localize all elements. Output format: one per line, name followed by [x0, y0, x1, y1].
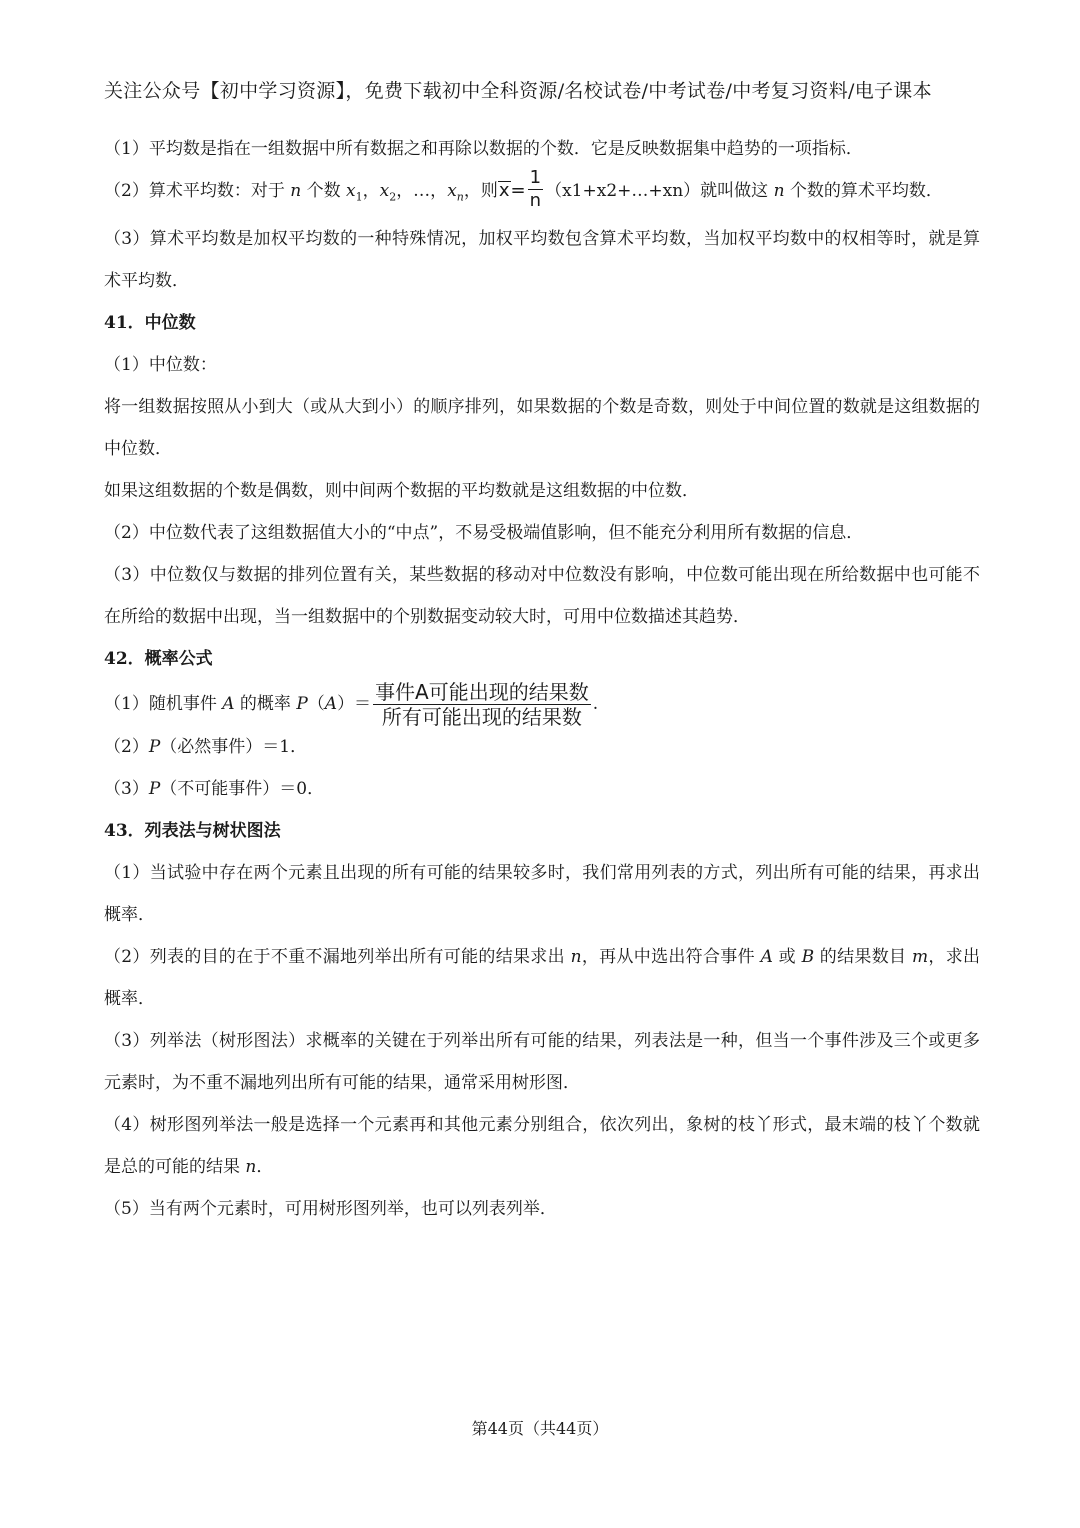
- median-point-2: （2）中位数代表了这组数据值大小的“中点”，不易受极端值影响，但不能充分利用所有数据的信息．: [104, 523, 864, 544]
- var-A: A: [324, 694, 338, 715]
- median-definition-even: 如果这组数据的个数是偶数，则中间两个数据的平均数就是这组数据的中位数．: [104, 481, 699, 502]
- text-run: ，…，: [396, 181, 448, 201]
- var-x1: x: [346, 181, 356, 201]
- x-bar-symbol: x: [498, 180, 510, 201]
- text-run: ，: [362, 181, 380, 201]
- tree-point-3: （3）列举法（树形图法）求概率的关键在于列举出所有可能的结果，列表法是一种，但当一个事件涉及三个或更多元素时，为不重不漏地列出所有可能的结果，通常采用树形图．: [104, 1031, 980, 1094]
- var-n: n: [290, 181, 302, 201]
- text-run: （2）列表的目的在于不重不漏地列举出所有可能的结果求出: [104, 947, 571, 968]
- text-run: （2）: [104, 737, 149, 758]
- var-m: m: [912, 947, 929, 968]
- tree-point-1: （1）当试验中存在两个元素且出现的所有可能的结果较多时，我们常用列表的方式，列出所有可能的结果，再求出概率．: [104, 863, 980, 926]
- var-B: B: [801, 947, 815, 968]
- text-run: （2）算术平均数：对于: [104, 181, 291, 201]
- tree-point-5: （5）当有两个元素时，可用树形图列举，也可以列表列举．: [104, 1199, 557, 1220]
- prob-point-1: [104, 676, 980, 732]
- section-title-median: 41．中位数: [104, 313, 196, 334]
- avg-point-3: （3）算术平均数是加权平均数的一种特殊情况，加权平均数包含算术平均数，当加权平均数中的权相等时，就是算术平均数．: [104, 229, 980, 292]
- one-over-n-fraction: [528, 169, 543, 210]
- var-xn: x: [447, 181, 457, 201]
- var-P: P: [148, 737, 161, 758]
- var-x2: x: [379, 181, 390, 201]
- text-run: ，再从中选出符合事件: [581, 947, 761, 968]
- var-P: P: [296, 694, 308, 715]
- text-run: 个数的算术平均数．: [784, 181, 943, 201]
- text-run: ，则: [463, 181, 498, 201]
- text-run: 个数: [301, 181, 346, 201]
- page-footer: 第44页（共44页）: [471, 1419, 609, 1438]
- text-run: （x1+x2+…+xn）就叫做这: [545, 181, 774, 201]
- text-run: （4）树形图列举法一般是选择一个元素再和其他元素分别组合，依次列出，象树的枝丫形式，最末端的枝丫个数就是总的可能的结果: [104, 1115, 980, 1178]
- text-run: （不可能事件）＝0．: [160, 779, 325, 800]
- tree-point-4: [104, 1104, 980, 1188]
- fraction-numerator: 1: [529, 167, 542, 188]
- text-run: ）＝: [337, 694, 372, 715]
- text-run: （1）随机事件: [104, 694, 223, 715]
- fraction-denominator: 所有可能出现的结果数: [381, 705, 582, 730]
- prob-point-3: [104, 768, 980, 810]
- text-run: 的结果数目: [814, 947, 912, 968]
- text-run: 的概率: [234, 694, 297, 715]
- page-header: 关注公众号【初中学习资源】，免费下载初中全科资源/名校试卷/中考试卷/中考复习资料/电子课本: [104, 80, 932, 102]
- sub-n: n: [456, 190, 464, 204]
- text-run: （3）: [104, 779, 149, 800]
- text-run: .: [592, 694, 599, 715]
- text-run: ．: [256, 1157, 274, 1178]
- text-run: ，求出概率．: [104, 947, 981, 1010]
- text-run: （: [307, 694, 325, 715]
- section-title-probability: 42．概率公式: [104, 649, 213, 670]
- prob-point-2: [104, 726, 980, 768]
- var-A: A: [760, 947, 773, 968]
- page-content: [104, 128, 980, 1230]
- sub-2: 2: [389, 190, 397, 204]
- median-point-3: （3）中位数仅与数据的排列位置有关，某些数据的移动对中位数没有影响，中位数可能出现在所给数据中也可能不在所给的数据中出现，当一组数据中的个别数据变动较大时，可用中位数描述其趋势．: [104, 565, 980, 628]
- fraction-numerator: 事件A可能出现的结果数: [375, 680, 589, 705]
- var-n: n: [773, 181, 785, 201]
- probability-fraction: [373, 680, 591, 730]
- avg-point-2: [104, 167, 980, 218]
- var-P: P: [148, 779, 161, 800]
- tree-point-2: [104, 936, 980, 1020]
- avg-point-1: （1）平均数是指在一组数据中所有数据之和再除以数据的个数．它是反映数据集中趋势的一项指标．: [104, 139, 863, 159]
- text-run: （必然事件）＝1．: [160, 737, 308, 758]
- sub-1: 1: [355, 190, 363, 204]
- text-run: 或: [772, 947, 802, 968]
- var-A: A: [222, 694, 235, 715]
- var-n: n: [245, 1157, 257, 1178]
- median-definition-odd: 将一组数据按照从小到大（或从大到小）的顺序排列，如果数据的个数是奇数，则处于中间位置的数就是这组数据的中位数．: [104, 397, 980, 460]
- var-n: n: [570, 947, 582, 968]
- equals-sign: =: [510, 180, 526, 201]
- section-title-tree-diagram: 43．列表法与树状图法: [104, 821, 281, 842]
- median-point-1: （1）中位数：: [104, 355, 217, 376]
- fraction-denominator: n: [529, 190, 542, 211]
